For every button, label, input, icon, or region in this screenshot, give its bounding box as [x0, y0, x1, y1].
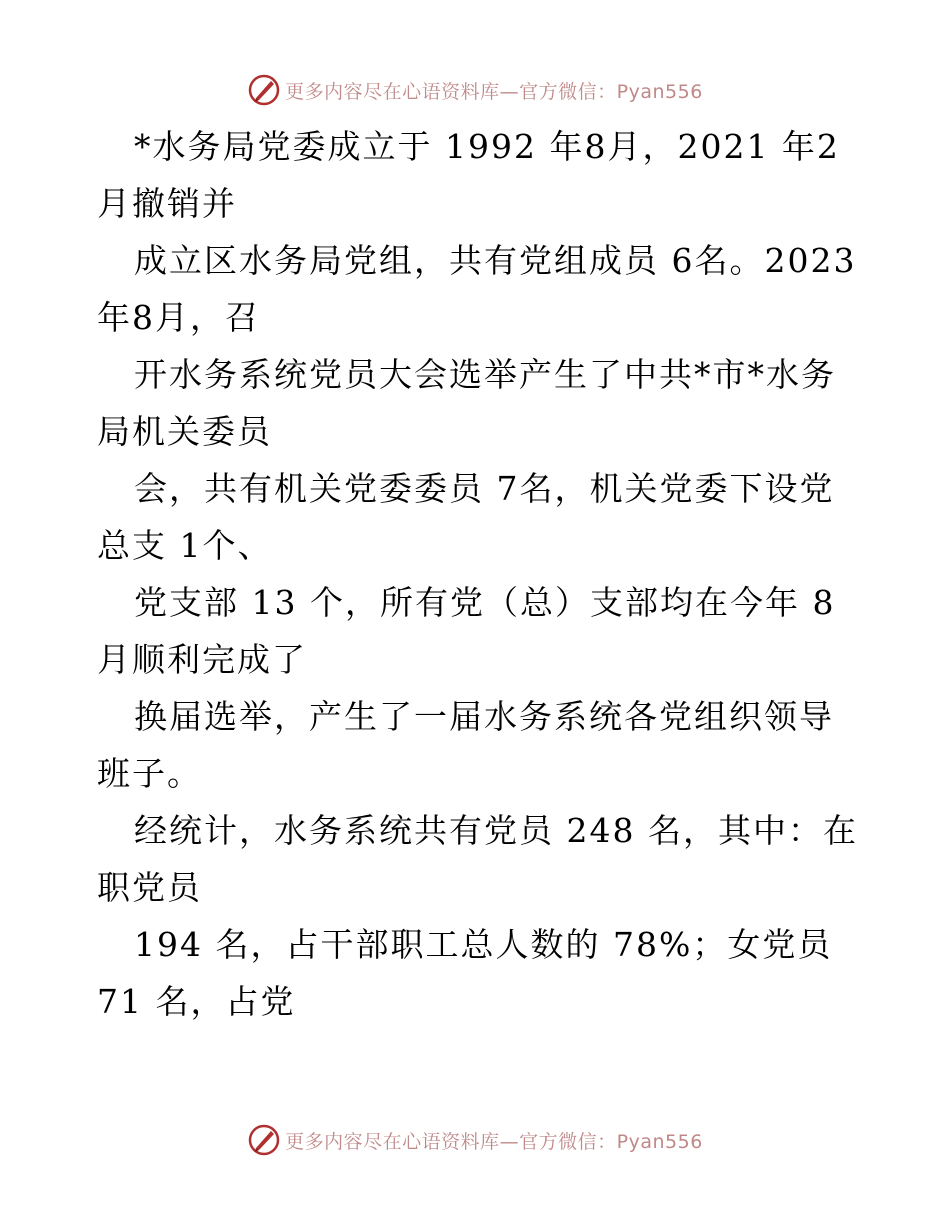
- paragraph-8: 194 名，占干部职工总人数的 78%；女党员 71 名，占党: [97, 925, 833, 1021]
- footer-watermark: [0, 1120, 950, 1160]
- watermark-text: 更多内容尽在心语资料库—官方微信：Pyan556: [285, 80, 703, 103]
- pen-logo-icon: [247, 1123, 281, 1157]
- watermark-text: 更多内容尽在心语资料库—官方微信：Pyan556: [285, 1130, 703, 1153]
- paragraph-3: 开水务系统党员大会选举产生了中共*市*水务局机关委员: [97, 355, 836, 451]
- paragraph-5: 党支部 13 个，所有党（总）支部均在今年 8 月顺利完成了: [97, 583, 836, 679]
- paragraph-4: 会，共有机关党委委员 7名，机关党委下设党总支 1个、: [97, 469, 835, 565]
- paragraph-7: 经统计，水务系统共有党员 248 名，其中：在职党员: [97, 811, 858, 907]
- document-body: [97, 118, 867, 1030]
- pen-logo-icon: [247, 73, 281, 107]
- paragraph-2: 成立区水务局党组，共有党组成员 6名。2023 年8月，召: [97, 241, 857, 337]
- paragraph-1: *水务局党委成立于 1992 年8月，2021 年2月撤销并: [97, 127, 840, 223]
- header-watermark: [0, 70, 950, 110]
- paragraph-6: 换届选举，产生了一届水务系统各党组织领导班子。: [97, 697, 834, 793]
